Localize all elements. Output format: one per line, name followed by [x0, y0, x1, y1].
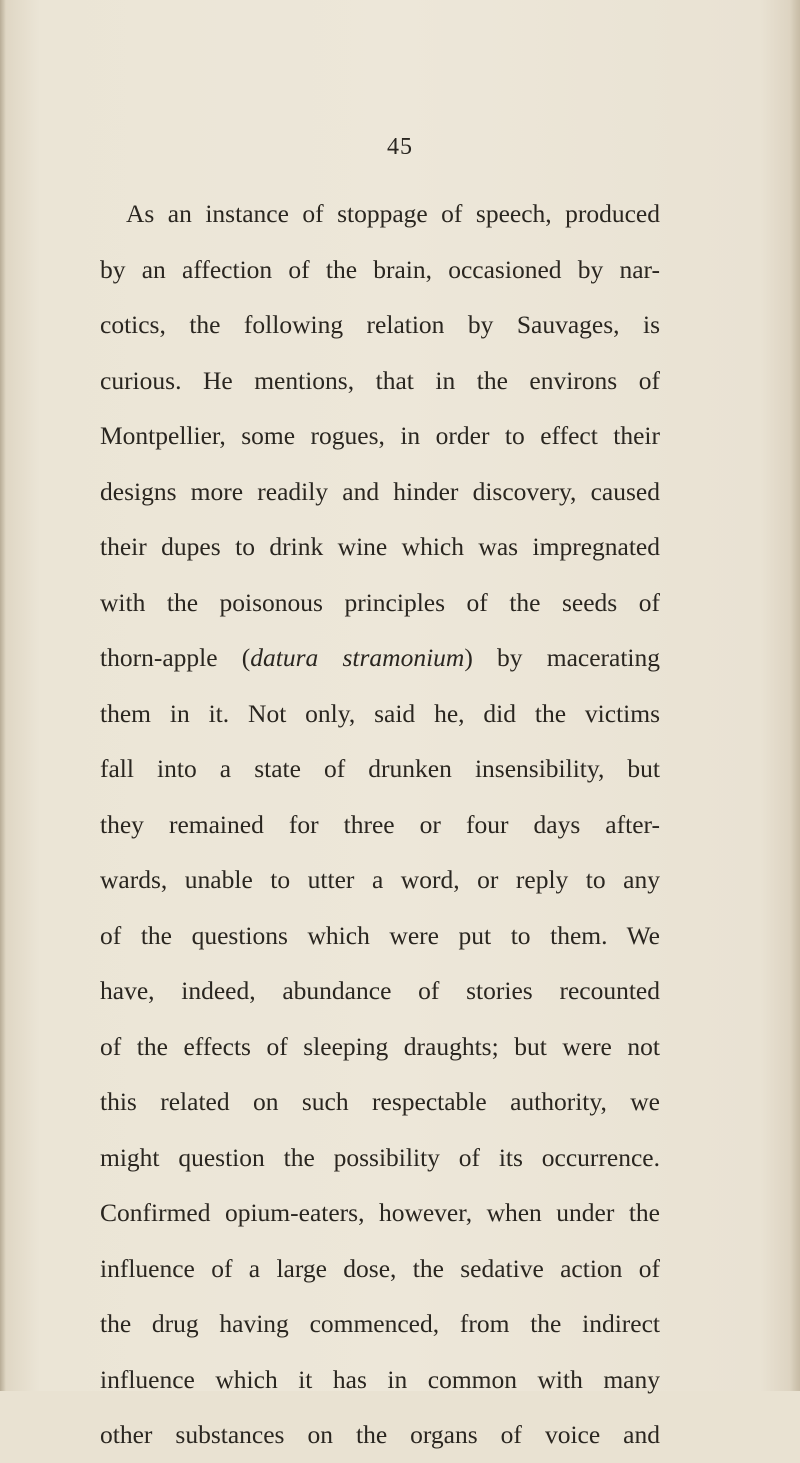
italic-botanical-name: datura stramonium — [250, 643, 465, 672]
text-line: Montpellier, some rogues, in order to effect their — [100, 421, 660, 450]
text-line: influence which it has in common with many — [100, 1364, 660, 1394]
text-line: As an instance of stoppage of speech, produced — [126, 199, 660, 228]
text-line: designs more readily and hinder discovery, caused — [100, 476, 660, 506]
text-line: curious. He mentions, that in the environs of — [100, 365, 660, 395]
text-line: with the poisonous principles of the seeds of — [100, 587, 660, 617]
text-line: them in it. Not only, said he, did the victims — [100, 698, 660, 728]
text-line: wards, unable to utter a word, or reply to any — [100, 865, 660, 894]
text-line-with-italic — [100, 630, 660, 686]
text-line: Confirmed opium-eaters, however, when under the — [100, 1198, 660, 1227]
text-line: other substances on the organs of voice and — [100, 1420, 660, 1449]
page-left-edge — [0, 0, 6, 1391]
text-line: have, indeed, abundance of stories recounted — [100, 976, 660, 1005]
text-segment: ) by macerating — [464, 643, 661, 672]
text-segment: thorn-apple ( — [100, 643, 251, 672]
text-line: of the effects of sleeping draughts; but were not — [100, 1031, 660, 1061]
text-line: by an affection of the brain, occasioned by nar- — [100, 254, 660, 284]
text-line: of the questions which were put to them. We — [100, 920, 660, 950]
text-line: their dupes to drink wine which was impregnated — [100, 532, 660, 561]
text-line: might question the possibility of its occurrence. — [100, 1142, 660, 1172]
text-line: influence of a large dose, the sedative action of — [100, 1253, 660, 1283]
text-line: this related on such respectable authority, we — [100, 1087, 660, 1116]
page-number: 45 — [387, 134, 413, 160]
text-line: fall into a state of drunken insensibility, but — [100, 754, 660, 783]
text-line: the drug having commenced, from the indirect — [100, 1309, 660, 1338]
text-line: cotics, the following relation by Sauvages, is — [100, 310, 660, 339]
body-paragraph — [100, 186, 660, 1463]
text-line: they remained for three or four days after- — [100, 809, 660, 839]
page-right-edge — [790, 0, 800, 1391]
